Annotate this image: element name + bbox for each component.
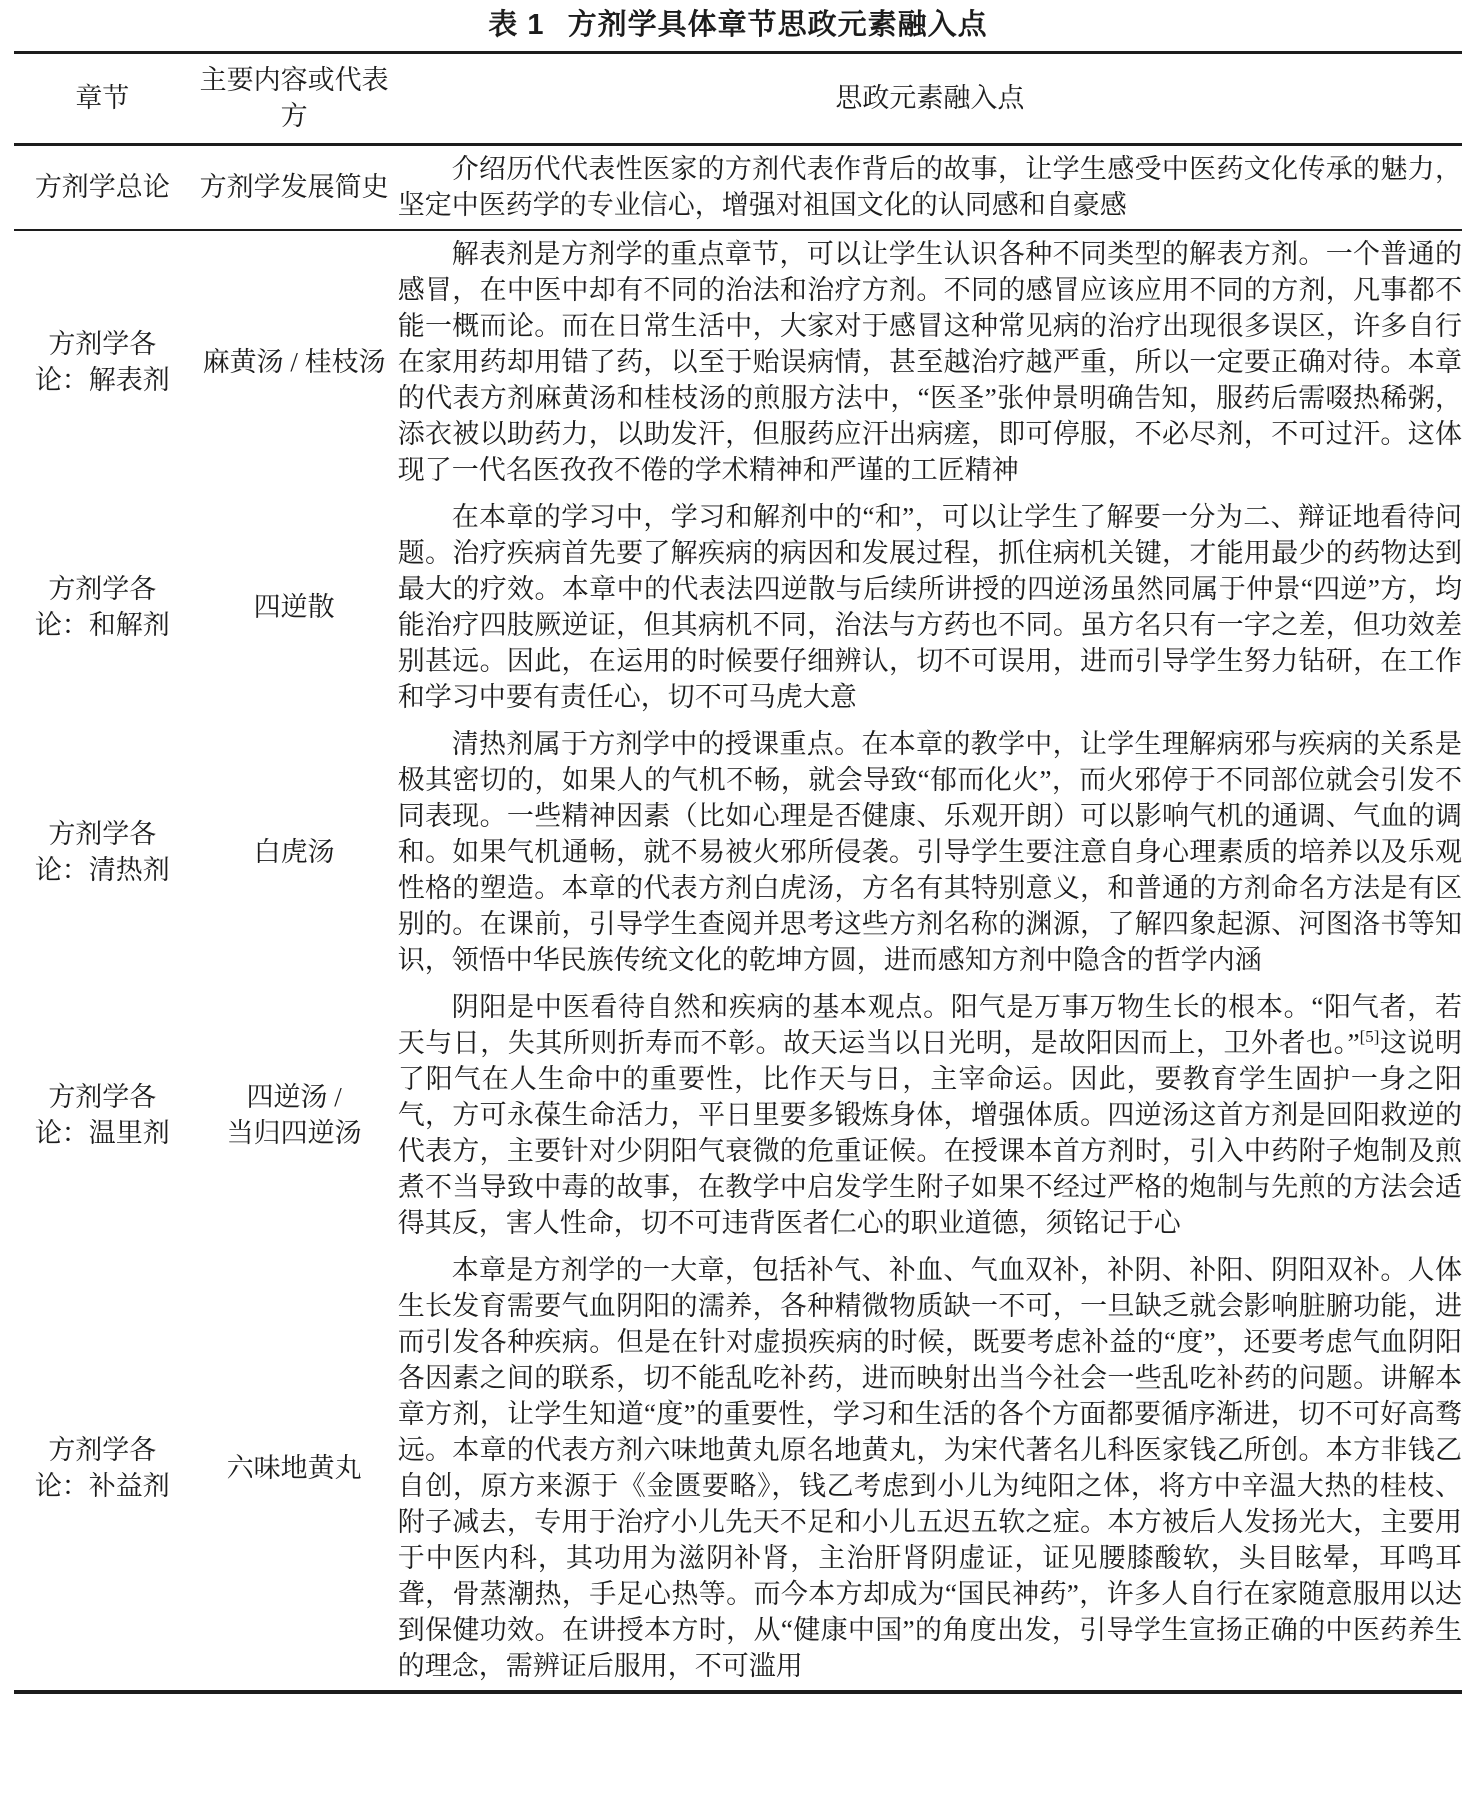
formula-text: 麻黄汤 / 桂枝汤 xyxy=(202,347,386,377)
chapter-text: 方剂学各 xyxy=(48,329,157,359)
ideology-point-cell xyxy=(398,494,1462,721)
row-heat-clearing xyxy=(14,721,1462,984)
ideology-point-text: 解表剂是方剂学的重点章节，可以让学生认识各种不同类型的解表方剂。一个普通的感冒，在中医中却有不同的治法和治疗方剂。不同的感冒应该应用不同的方剂，凡事都不能一概而论。而在日常生活中，大家对于感冒这种常见病的治疗出现很多误区，许多自行在家用药却用错了药，以至于贻误病情，甚至越治疗越严重，所以一定要正确对待。本章的代表方剂麻黄汤和桂枝汤的煎服方法中，“医圣”张仲景明确告知，服药后需啜热稀粥，添衣被以助药力，以助发汗，但服药应汗出病瘥，即可停服，不必尽剂，不可过汗。这体现了一代名医孜孜不倦的学术精神和严谨的工匠精神 xyxy=(397,239,1462,485)
formula-cell xyxy=(191,1247,398,1692)
chapter-text: 方剂学各 xyxy=(48,574,157,604)
row-interior-warming xyxy=(14,984,1462,1247)
ideology-point-text: 介绍历代代表性医家的方剂代表作背后的故事，让学生感受中医药文化传承的魅力，坚定中医药学的专业信心，增强对祖国文化的认同感和自豪感 xyxy=(397,154,1462,220)
content-table xyxy=(14,51,1462,1694)
formula-text: 四逆汤 / xyxy=(246,1082,342,1112)
header-chapter: 章节 xyxy=(14,53,191,145)
table-caption-title: 方剂学具体章节思政元素融入点 xyxy=(567,9,988,41)
header-row xyxy=(14,53,1462,145)
chapter-cell: 方剂学各 论：补益剂 xyxy=(14,1247,191,1692)
row-tonifying xyxy=(14,1247,1462,1692)
formula-cell xyxy=(191,145,398,231)
chapter-cell: 方剂学各 论：解表剂 xyxy=(14,230,191,494)
ideology-point-text: 本章是方剂学的一大章，包括补气、补血、气血双补，补阴、补阳、阴阳双补。人体生长发育需要气血阴阳的濡养，各种精微物质缺一不可，一旦缺乏就会影响脏腑功能，进而引发各种疾病。但是在针对虚损疾病的时候，既要考虑补益的“度”，还要考虑气血阴阳各因素之间的联系，切不能乱吃补药，进而映射出当今社会一些乱吃补药的问题。讲解本章方剂，让学生知道“度”的重要性，学习和生活的各个方面都要循序渐进，切不可好高骛远。本章的代表方剂六味地黄丸原名地黄丸，为宋代著名儿科医家钱乙所创。本方非钱乙自创，原方来源于《金匮要略》，钱乙考虑到小儿为纯阳之体，将方中辛温大热的桂枝、附子减去，专用于治疗小儿先天不足和小儿五迟五软之症。本方被后人发扬光大，主要用于中医内科，其功用为滋阴补肾，主治肝肾阴虚证，证见腰膝酸软，头目眩晕，耳鸣耳聋，骨蒸潮热，手足心热等。而今本方却成为“国民神药”，许多人自行在家随意服用以达到保健功效。在讲授本方时，从“健康中国”的角度出发，引导学生宣扬正确的中医药养生的理念，需辨证后服用，不可滥用 xyxy=(397,1255,1462,1681)
ideology-point-cell xyxy=(398,1247,1462,1692)
ideology-point-text: 清热剂属于方剂学中的授课重点。在本章的教学中，让学生理解病邪与疾病的关系是极其密切的，如果人的气机不畅，就会导致“郁而化火”，而火邪停于不同部位就会引发不同表现。一些精神因素（比如心理是否健康、乐观开朗）可以影响气机的通调、气血的调和。如果气机通畅，就不易被火邪所侵袭。引导学生要注意自身心理素质的培养以及乐观性格的塑造。本章的代表方剂白虎汤，方名有其特别意义，和普通的方剂命名方法是有区别的。在课前，引导学生查阅并思考这些方剂名称的渊源，了解四象起源、河图洛书等知识，领悟中华民族传统文化的乾坤方圆，进而感知方剂中隐含的哲学内涵 xyxy=(397,729,1462,975)
chapter-text: 方剂学总论 xyxy=(34,172,170,202)
formula-cell xyxy=(191,230,398,494)
row-general-introduction xyxy=(14,145,1462,231)
formula-text: 四逆散 xyxy=(253,592,335,622)
row-exterior-releasing xyxy=(14,230,1462,494)
row-harmonizing xyxy=(14,494,1462,721)
formula-cell: 四逆汤 / 当归四逆汤 xyxy=(191,984,398,1247)
chapter-cell: 方剂学各 论：和解剂 xyxy=(14,494,191,721)
formula-cell xyxy=(191,721,398,984)
header-ideology-points: 思政元素融入点 xyxy=(398,53,1462,145)
formula-text: 白虎汤 xyxy=(253,837,335,867)
ideology-point-text-after-ref: 这说明了阳气在人生命中的重要性，比作天与日，主宰命运。因此，要教育学生固护一身之阳气，方可永葆生命活力，平日里要多锻炼身体，增强体质。四逆汤这首方剂是回阳救逆的代表方，主要针对少阴阳气衰微的危重证候。在授课本首方剂时，引入中药附子炮制及煎煮不当导致中毒的故事，在教学中启发学生附子如果不经过严格的炮制与先煎的方法会适得其反，害人性命，切不可违背医者仁心的职业道德，须铭记于心 xyxy=(397,1028,1462,1238)
ideology-point-cell xyxy=(398,984,1462,1247)
ideology-point-cell xyxy=(398,230,1462,494)
chapter-text: 方剂学各 xyxy=(48,819,157,849)
formula-text: 六味地黄丸 xyxy=(226,1453,362,1483)
formula-cell xyxy=(191,494,398,721)
header-main-content: 主要内容或代表方 xyxy=(191,53,398,145)
chapter-cell xyxy=(14,145,191,231)
chapter-text: 方剂学各 xyxy=(48,1435,157,1465)
ideology-point-cell xyxy=(398,145,1462,231)
chapter-cell: 方剂学各 论：清热剂 xyxy=(14,721,191,984)
chapter-text: 方剂学各 xyxy=(48,1082,157,1112)
chapter-cell: 方剂学各 论：温里剂 xyxy=(14,984,191,1247)
formula-text: 方剂学发展简史 xyxy=(199,172,389,202)
table-caption-label: 表 1 xyxy=(488,9,545,41)
ideology-point-text: 阴阳是中医看待自然和疾病的基本观点。阳气是万事万物生长的根本。“阳气者，若天与日，失其所则折寿而不彰。故天运当以日光明，是故阳因而上，卫外者也。” xyxy=(397,992,1462,1058)
table-header xyxy=(14,53,1462,145)
ideology-point-cell xyxy=(398,721,1462,984)
citation-ref: [5] xyxy=(1359,1027,1380,1046)
table-caption xyxy=(14,6,1462,44)
ideology-point-text: 在本章的学习中，学习和解剂中的“和”，可以让学生了解要一分为二、辩证地看待问题。治疗疾病首先要了解疾病的病因和发展过程，抓住病机关键，才能用最少的药物达到最大的疗效。本章中的代表法四逆散与后续所讲授的四逆汤虽然同属于仲景“四逆”方，均能治疗四肢厥逆证，但其病机不同，治法与方药也不同。虽方名只有一字之差，但功效差别甚远。因此，在运用的时候要仔细辨认，切不可误用，进而引导学生努力钻研，在工作和学习中要有责任心，切不可马虎大意 xyxy=(397,502,1462,712)
